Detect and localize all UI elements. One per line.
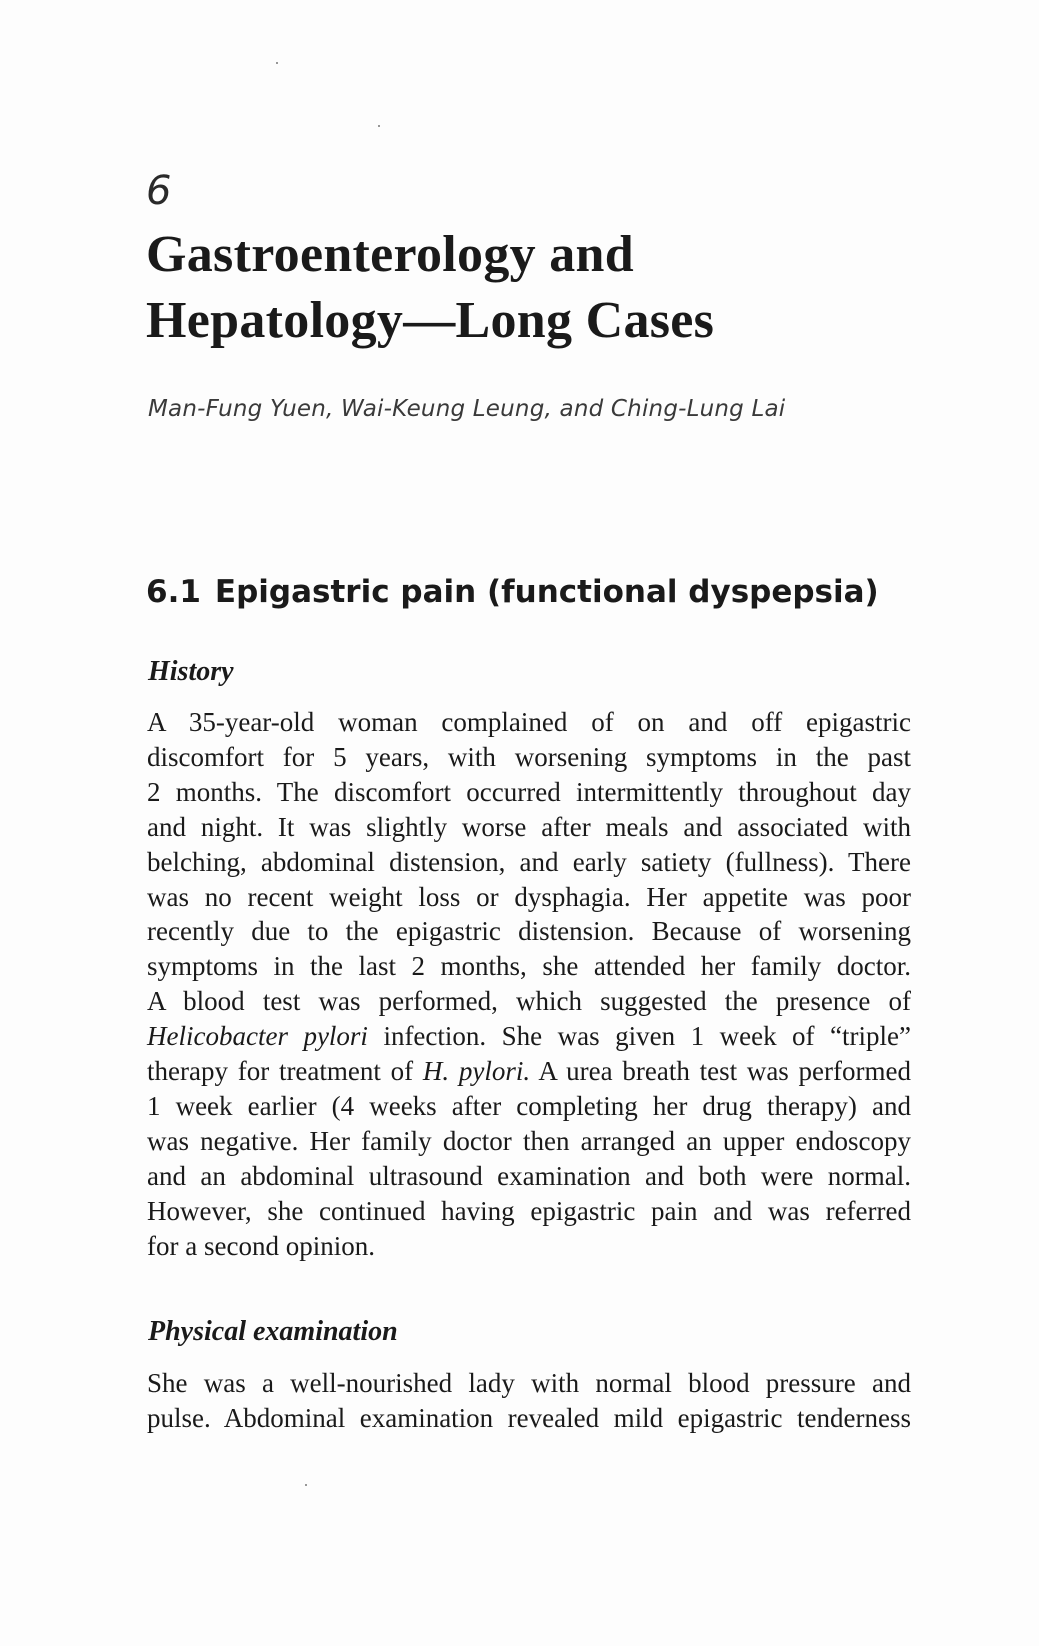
history-line: was negative. Her family doctor then arranged an upper endoscopy: [147, 1125, 911, 1156]
history-paragraph: [147, 705, 911, 1264]
history-line: and an abdominal ultrasound examination and both were normal.: [147, 1160, 911, 1191]
chapter-title: [146, 222, 966, 354]
italic-organism-name: Helicobacter pylori: [147, 1021, 368, 1052]
history-line: discomfort for 5 years, with worsening symptoms in the past: [147, 741, 911, 772]
history-line: symptoms in the last 2 months, she attended her family doctor.: [147, 951, 911, 982]
physical-line: She was a well-nourished lady with normal blood pressure and: [147, 1368, 911, 1398]
history-line: for a second opinion.: [147, 1230, 375, 1261]
scan-speck: [276, 62, 278, 64]
scan-speck: [378, 125, 380, 127]
history-line: 1 week earlier (4 weeks after completing her drug therapy) and: [147, 1090, 911, 1121]
physical-exam-paragraph: [147, 1366, 911, 1436]
history-line: 2 months. The discomfort occurred intermittently throughout day: [147, 776, 911, 807]
history-line: was no recent weight loss or dysphagia. Her appetite was poor: [147, 881, 911, 912]
history-line: recently due to the epigastric distension. Because of worsening: [147, 916, 911, 947]
history-line: belching, abdominal distension, and early satiety (fullness). There: [147, 846, 911, 877]
history-line-end: A urea breath test was performed: [538, 1056, 912, 1087]
section-title: Epigastric pain (functional dyspepsia): [214, 574, 879, 610]
physical-line: pulse. Abdominal examination revealed mild epigastric tenderness: [147, 1402, 911, 1433]
history-heading: History: [148, 656, 234, 687]
chapter-title-line-2: Hepatology—Long Cases: [146, 292, 715, 349]
history-line-helicobacter: [147, 1019, 911, 1054]
history-line: A blood test was performed, which suggested the presence of: [147, 986, 911, 1017]
history-line-rest: infection. She was given 1 week of “triple”: [383, 1021, 911, 1052]
section-heading: [146, 574, 879, 610]
scan-speck: [305, 1484, 307, 1486]
history-line-hpylori: [147, 1054, 911, 1089]
history-line: A 35-year-old woman complained of on and off epigastric: [147, 707, 911, 737]
history-line: However, she continued having epigastric pain and was referred: [147, 1195, 911, 1226]
section-number: 6.1: [146, 574, 201, 610]
italic-organism-abbrev: H. pylori.: [422, 1056, 531, 1087]
chapter-authors: Man-Fung Yuen, Wai-Keung Leung, and Ching-Lung Lai: [148, 396, 786, 422]
physical-exam-heading: Physical examination: [148, 1316, 398, 1347]
history-line-start: therapy for treatment of: [147, 1056, 414, 1087]
history-line: and night. It was slightly worse after meals and associated with: [147, 811, 911, 842]
chapter-title-line-1: Gastroenterology and: [146, 226, 634, 283]
chapter-number: 6: [146, 168, 172, 214]
